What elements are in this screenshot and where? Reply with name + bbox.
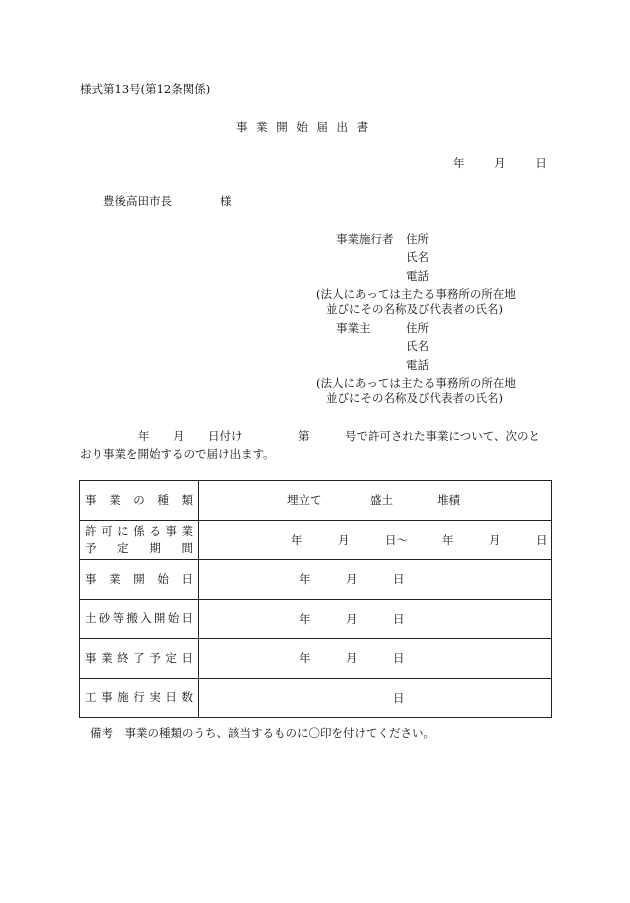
planned-period-label: 許可に係る事業 予定期間 — [80, 520, 199, 560]
business-type-label: 事業の種類 — [80, 481, 199, 521]
intake-month: 月 — [346, 611, 358, 626]
period-start-year: 年 — [291, 532, 303, 547]
period-end-day: 日 — [536, 532, 548, 547]
body-line1-rest: 号で許可された事業について、次のと — [345, 429, 541, 443]
intake-day: 日 — [393, 611, 405, 626]
table-row — [80, 678, 552, 718]
soil-intake-start-label: 土砂等搬入開始日 — [80, 599, 199, 639]
table-row — [80, 520, 552, 560]
start-month: 月 — [346, 572, 358, 587]
start-date-value — [199, 560, 552, 600]
body-number-prefix: 第 — [298, 429, 310, 443]
business-type-value — [199, 481, 552, 521]
soil-intake-start-value — [199, 599, 552, 639]
end-date-value — [199, 639, 552, 679]
end-day: 日 — [393, 651, 405, 666]
addressee-name: 豊後高田市長 — [103, 194, 172, 208]
owner-address-label: 住所 — [406, 321, 429, 335]
start-year: 年 — [299, 572, 311, 587]
owner-label: 事業主 — [336, 321, 371, 335]
intake-year: 年 — [299, 611, 311, 626]
period-start-day: 日〜 — [385, 532, 408, 547]
start-date-label: 事業開始日 — [80, 560, 199, 600]
owner-note-1: (法人にあっては主たる事務所の所在地 — [316, 376, 516, 390]
date-day: 日 — [535, 156, 547, 170]
operator-phone-label: 電話 — [406, 269, 429, 283]
operator-label: 事業施行者 — [336, 232, 394, 246]
period-end-month: 月 — [489, 532, 501, 547]
table-row — [80, 560, 552, 600]
submission-date — [453, 155, 547, 171]
end-date-label: 事業終了予定日 — [80, 639, 199, 679]
body-line-2: おり事業を開始するので届け出ます。 — [80, 447, 275, 461]
work-days-value — [199, 678, 552, 718]
body-year: 年 — [138, 429, 150, 443]
addressee — [103, 193, 232, 209]
table-row — [80, 481, 552, 521]
owner-name-label: 氏名 — [406, 339, 429, 353]
operator-note-2: 並びにその名称及び代表者の氏名) — [326, 302, 503, 316]
start-day: 日 — [393, 572, 405, 587]
owner-phone-label: 電話 — [406, 358, 429, 372]
table-row — [80, 599, 552, 639]
body-month: 月 — [173, 429, 185, 443]
end-year: 年 — [299, 651, 311, 666]
addressee-honorific: 様 — [220, 194, 232, 208]
form-number: 様式第13号(第12条関係) — [80, 82, 211, 96]
planned-period-value — [199, 520, 552, 560]
option-embankment: 盛土 — [370, 493, 393, 508]
operator-address-label: 住所 — [406, 232, 429, 246]
date-year: 年 — [453, 156, 465, 170]
date-month: 月 — [494, 156, 506, 170]
business-details-table — [79, 480, 552, 718]
work-days-unit: 日 — [393, 690, 405, 705]
operator-name-label: 氏名 — [406, 250, 429, 264]
period-start-month: 月 — [338, 532, 350, 547]
end-month: 月 — [346, 651, 358, 666]
table-row — [80, 639, 552, 679]
work-days-label: 工事施行実日数 — [80, 678, 199, 718]
remark-note: 備考 事業の種類のうち、該当するものに〇印を付けてください。 — [90, 726, 435, 740]
operator-note-1: (法人にあっては主たる事務所の所在地 — [316, 287, 516, 301]
option-landfill: 埋立て — [287, 493, 322, 508]
owner-note-2: 並びにその名称及び代表者の氏名) — [326, 391, 503, 405]
option-stockpile: 堆積 — [437, 493, 460, 508]
body-dated: 日付け — [208, 429, 243, 443]
document-title: 事業開始届出書 — [236, 120, 377, 134]
period-end-year: 年 — [442, 532, 454, 547]
